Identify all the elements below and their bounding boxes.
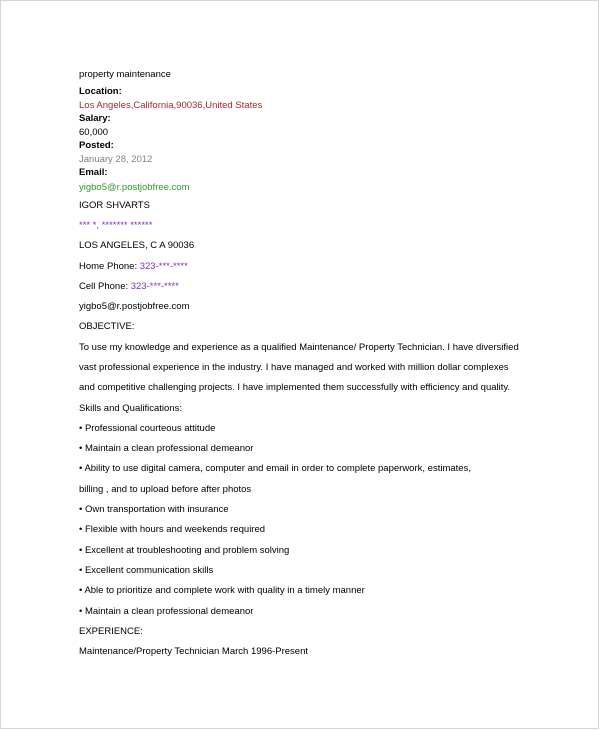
location-value: Los Angeles,California,90036,United States xyxy=(79,100,263,111)
skills-heading: Skills and Qualifications: xyxy=(79,403,182,414)
salary-label: Salary: xyxy=(79,113,111,124)
objective-line: and competitive challenging projects. I have implemented them successfully with efficiency and quality. xyxy=(79,382,511,393)
skill-item: • Own transportation with insurance xyxy=(79,504,229,515)
salary-value: 60,000 xyxy=(79,127,109,138)
skill-item: • Excellent at troubleshooting and problem solving xyxy=(79,545,290,556)
email-link[interactable]: yigbo5@r.postjobfree.com xyxy=(79,182,190,193)
skill-item: • Ability to use digital camera, computer and email in order to complete paperwork, estimates, xyxy=(79,463,471,474)
resume-name: IGOR SHVARTS xyxy=(79,200,150,211)
posted-value: January 28, 2012 xyxy=(79,154,153,165)
posted-label: Posted: xyxy=(79,140,114,151)
email-label: Email: xyxy=(79,167,108,178)
skill-item: • Maintain a clean professional demeanor xyxy=(79,443,254,454)
cell-phone xyxy=(79,281,179,293)
home-phone-value: 323-***-**** xyxy=(139,261,188,272)
experience-heading: EXPERIENCE: xyxy=(79,626,143,637)
cell-phone-label: Cell Phone: xyxy=(79,281,129,292)
objective-line: vast professional experience in the industry. I have managed and worked with million dollar complexes xyxy=(79,362,509,373)
objective-line: To use my knowledge and experience as a qualified Maintenance/ Property Technician. I have diversified xyxy=(79,342,519,353)
skill-item: • Professional courteous attitude xyxy=(79,423,216,434)
skill-item: billing , and to upload before after photos xyxy=(79,484,252,495)
location-label: Location: xyxy=(79,86,122,97)
skill-item: • Able to prioritize and complete work with quality in a timely manner xyxy=(79,585,365,596)
cell-phone-value: 323-***-**** xyxy=(130,281,179,292)
job-title: property maintenance xyxy=(79,69,171,80)
skill-item: • Maintain a clean professional demeanor xyxy=(79,606,254,617)
experience-line: Maintenance/Property Technician March 1996-Present xyxy=(79,646,309,657)
home-phone xyxy=(79,261,188,273)
home-phone-label: Home Phone: xyxy=(79,261,138,272)
resume-email: yigbo5@r.postjobfree.com xyxy=(79,301,190,312)
address-line: *** *, ******* ****** xyxy=(79,220,153,231)
skill-item: • Excellent communication skills xyxy=(79,565,214,576)
skill-item: • Flexible with hours and weekends required xyxy=(79,524,266,535)
city-line: LOS ANGELES, C A 90036 xyxy=(79,240,195,251)
objective-heading: OBJECTIVE: xyxy=(79,321,135,332)
